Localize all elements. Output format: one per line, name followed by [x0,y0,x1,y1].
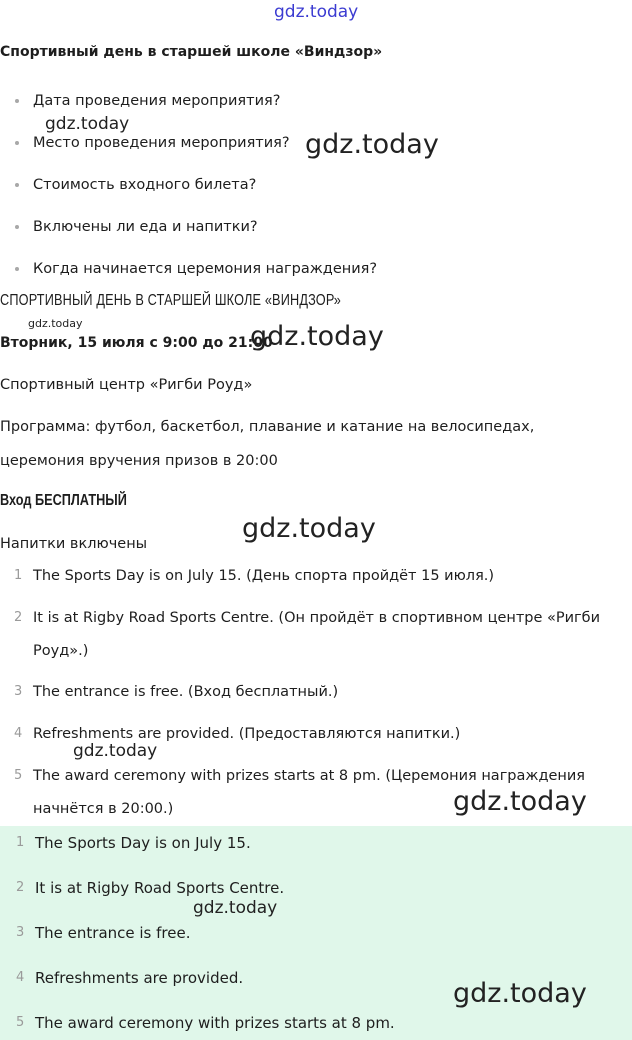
bullet-icon [15,141,19,145]
watermark: gdz.today [453,978,587,1009]
watermark-top: gdz.today [274,2,359,22]
poster-date: Вторник, 15 июля с 9:00 до 21:00 [0,335,273,351]
bullet-icon [15,183,19,187]
watermark: gdz.today [28,317,83,330]
watermark: gdz.today [242,513,376,544]
bullet-icon [15,225,19,229]
poster-program-cont: церемония вручения призов в 20:00 [0,453,278,469]
poster-program: Программа: футбол, баскетбол, плавание и катание на велосипедах, [0,419,535,435]
watermark: gdz.today [305,129,439,160]
poster-drinks: Напитки включены [0,536,148,552]
watermark: gdz.today [193,898,278,918]
poster-heading: СПОРТИВНЫЙ ДЕНЬ В СТАРШЕЙ ШКОЛЕ «ВИНДЗОР» [0,292,342,309]
bullet-icon [15,267,19,271]
watermark: gdz.today [45,114,130,134]
bullet-icon [15,99,19,103]
poster-venue: Спортивный центр «Ригби Роуд» [0,377,253,393]
poster-entry: Вход БЕСПЛАТНЫЙ [0,492,127,509]
page-title: Спортивный день в старшей школе «Виндзор» [0,44,383,60]
watermark: gdz.today [73,741,158,761]
watermark: gdz.today [250,321,384,352]
watermark: gdz.today [453,786,587,817]
